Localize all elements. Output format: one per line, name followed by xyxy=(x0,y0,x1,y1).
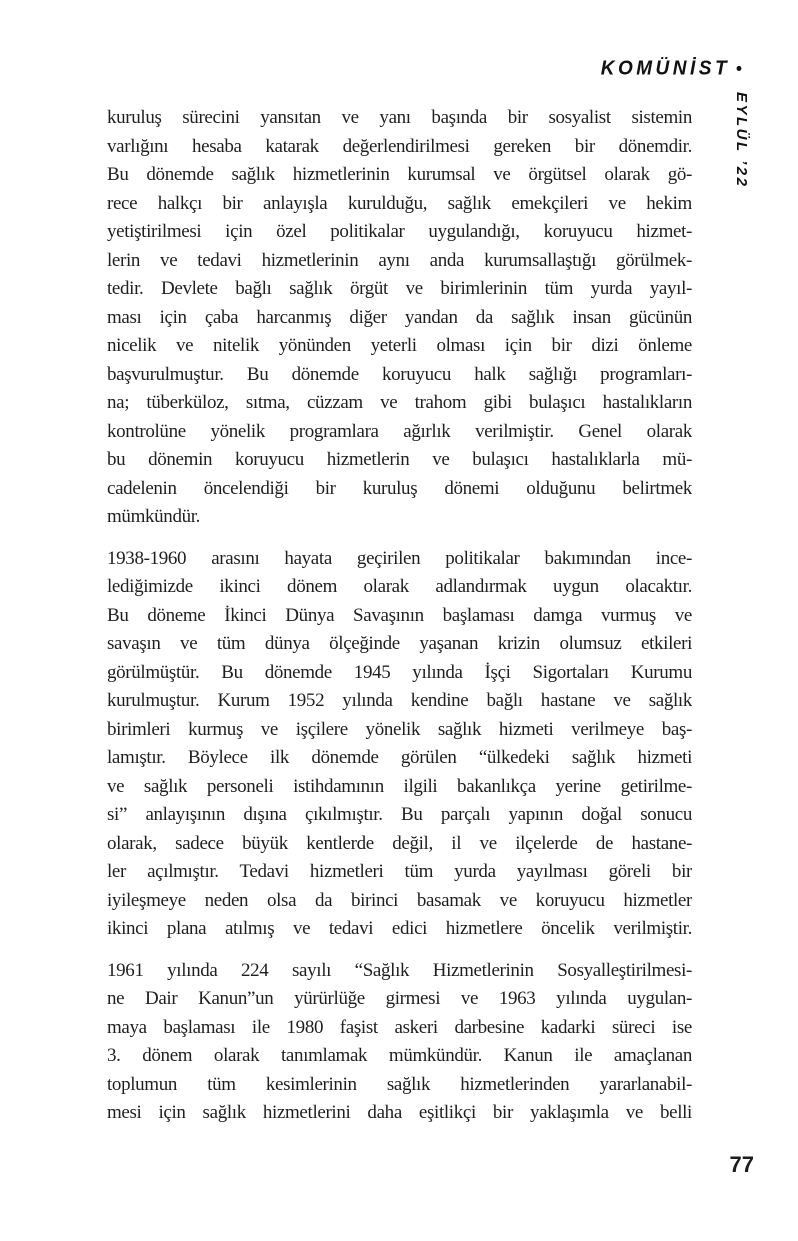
text-line: mümkündür. xyxy=(107,506,201,527)
text-line: lediğimizde ikinci dönem olarak adlandırmak uygun olacaktır. xyxy=(107,576,692,597)
issue-label: EYLÜL ’22 xyxy=(733,92,750,189)
page-number: 77 xyxy=(729,1152,754,1177)
paragraph xyxy=(107,957,692,1128)
text-line: ler açılmıştır. Tedavi hizmetleri tüm yurda yayılması göreli bir xyxy=(107,861,692,882)
text-line: 3. dönem olarak tanımlamak mümkündür. Kanun ile amaçlanan xyxy=(107,1045,692,1066)
paragraph xyxy=(107,104,692,532)
text-line: maya başlaması ile 1980 faşist askeri darbesine kadarki süreci ise xyxy=(107,1016,692,1038)
text-line: savaşın ve tüm dünya ölçeğinde yaşanan krizin olumsuz etkileri xyxy=(107,633,692,654)
text-line: yetiştirilmesi için özel politikalar uygulandığı, koruyucu hizmet- xyxy=(107,221,692,242)
text-line: ması için çaba harcanmış diğer yandan da sağlık insan gücünün xyxy=(107,306,692,328)
text-line: 1961 yılında 224 sayılı “Sağlık Hizmetlerinin Sosyalleştirilmesi- xyxy=(107,959,692,981)
text-line: 1938-1960 arasını hayata geçirilen politikalar bakımından ince- xyxy=(107,547,692,569)
page-header xyxy=(601,57,742,80)
paragraph xyxy=(107,545,692,944)
text-line: rece halkçı bir anlayışla kurulduğu, sağlık emekçileri ve hekim xyxy=(107,192,692,214)
text-line: Bu döneme İkinci Dünya Savaşının başlaması damga vurmuş ve xyxy=(107,604,692,626)
text-line: varlığını hesaba katarak değerlendirilmesi gereken bir dönemdir. xyxy=(107,135,692,157)
article-body xyxy=(107,104,692,1128)
text-line: kurulmuştur. Kurum 1952 yılında kendine bağlı hastane ve sağlık xyxy=(107,690,692,711)
text-line: lerin ve tedavi hizmetlerinin aynı anda kurumsallaştığı görülmek- xyxy=(107,249,692,271)
text-line: toplumun tüm kesimlerinin sağlık hizmetlerinden yararlanabil- xyxy=(107,1073,692,1095)
text-line: lamıştır. Böylece ilk dönemde görülen “ülkedeki sağlık hizmeti xyxy=(107,747,692,768)
text-line: görülmüştür. Bu dönemde 1945 yılında İşçi Sigortaları Kurumu xyxy=(107,661,692,683)
text-line: ikinci plana atılmış ve tedavi edici hizmetlere öncelik verilmiştir. xyxy=(107,918,692,939)
text-line: ne Dair Kanun”un yürürlüğe girmesi ve 1963 yılında uygulan- xyxy=(107,988,692,1009)
text-line: ve sağlık personeli istihdamının ilgili bakanlıkça yerine getirilme- xyxy=(107,775,692,797)
text-line: kuruluş sürecini yansıtan ve yanı başında bir sosyalist sistemin xyxy=(107,107,692,128)
header-bullet-icon: • xyxy=(736,58,742,79)
text-line: si” anlayışının dışına çıkılmıştır. Bu parçalı yapının doğal sonucu xyxy=(107,804,692,825)
text-line: birimleri kurmuş ve işçilere yönelik sağlık hizmeti verilmeye baş- xyxy=(107,718,692,740)
text-line: olarak, sadece büyük kentlerde değil, il ve ilçelerde de hastane- xyxy=(107,832,692,854)
text-line: mesi için sağlık hizmetlerini daha eşitlikçi bir yaklaşımla ve belli xyxy=(107,1102,692,1123)
text-line: kontrolüne yönelik programlara ağırlık verilmiştir. Genel olarak xyxy=(107,420,692,442)
text-line: cadelenin öncelendiği bir kuruluş dönemi olduğunu belirtmek xyxy=(107,477,692,499)
text-line: iyileşmeye neden olsa da birinci basamak ve koruyucu hizmetler xyxy=(107,889,692,911)
text-line: başvurulmuştur. Bu dönemde koruyucu halk sağlığı programları- xyxy=(107,363,692,385)
magazine-title: KOMÜNİST xyxy=(600,57,731,80)
text-line: bu dönemin koruyucu hizmetlerin ve bulaşıcı hastalıklarla mü- xyxy=(107,449,692,470)
text-line: na; tüberküloz, sıtma, cüzzam ve trahom gibi bulaşıcı hastalıkların xyxy=(107,392,692,413)
text-line: nicelik ve nitelik yönünden yeterli olması için bir dizi önleme xyxy=(107,335,692,356)
text-line: tedir. Devlete bağlı sağlık örgüt ve birimlerinin tüm yurda yayıl- xyxy=(107,278,692,299)
text-line: Bu dönemde sağlık hizmetlerinin kurumsal ve örgütsel olarak gö- xyxy=(107,164,692,185)
